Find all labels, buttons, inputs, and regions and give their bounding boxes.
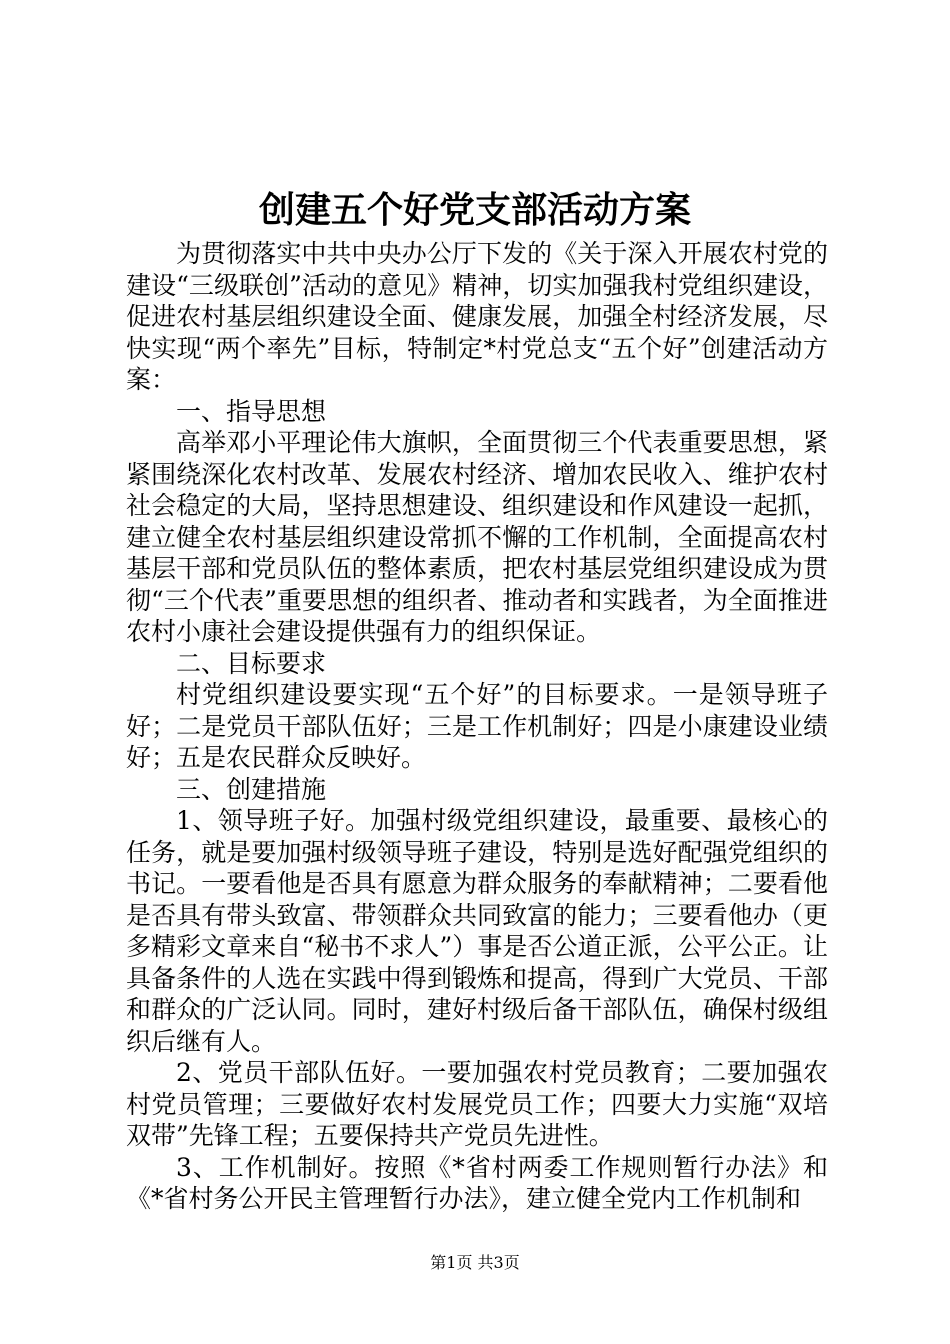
measure-3-paragraph: 3、工作机制好。按照《*省村两委工作规则暂行办法》和《*省村务公开民主管理暂行办法》，建立健全党内工作机制和 — [126, 1152, 828, 1213]
section-heading-measures: 三、创建措施 — [176, 774, 327, 804]
document-title: 创建五个好党支部活动方案 — [258, 189, 691, 231]
measure-2-paragraph: 2、党员干部队伍好。一要加强农村党员教育；二要加强农村党员管理；三要做好农村发展党员工作；四要大力实施“双培双带”先锋工程；五要保持共产党员先进性。 — [126, 1058, 828, 1150]
page-footer: 第1页 共3页 — [430, 1253, 520, 1272]
goals-paragraph: 村党组织建设要实现“五个好”的目标要求。一是领导班子好；二是党员干部队伍好；三是工作机制好；四是小康建设业绩好；五是农民群众反映好。 — [126, 680, 828, 772]
measure-1-paragraph: 1、领导班子好。加强村级党组织建设，最重要、最核心的任务，就是要加强村级领导班子建设，特别是选好配强党组织的书记。一要看他是否具有愿意为群众服务的奉献精神；二要看他是否具有带头致富、带领群众共同致富的能力；三要看他办（更多精彩文章来自“秘书不求人”）事是否公道正派，公平公正。让具备条件的人选在实践中得到锻炼和提高，得到广大党员、干部和群众的广泛认同。同时，建好村级后备干部队伍，确保村级组织后继有人。 — [126, 806, 828, 1056]
document-body — [126, 238, 828, 1215]
section-heading-guiding-ideology: 一、指导思想 — [176, 396, 327, 426]
guiding-ideology-paragraph: 高举邓小平理论伟大旗帜，全面贯彻三个代表重要思想，紧紧围绕深化农村改革、发展农村经济、增加农民收入、维护农村社会稳定的大局，坚持思想建设、组织建设和作风建设一起抓，建立健全农村基层组织建设常抓不懈的工作机制，全面提高农村基层干部和党员队伍的整体素质，把农村基层党组织建设成为贯彻“三个代表”重要思想的组织者、推动者和实践者，为全面推进农村小康社会建设提供强有力的组织保证。 — [126, 428, 828, 646]
section-heading-goals: 二、目标要求 — [176, 648, 327, 678]
intro-paragraph: 为贯彻落实中共中央办公厅下发的《关于深入开展农村党的建设“三级联创”活动的意见》精神，切实加强我村党组织建设，促进农村基层组织建设全面、健康发展，加强全村经济发展，尽快实现“两个率先”目标，特制定*村党总支“五个好”创建活动方案： — [126, 239, 828, 394]
